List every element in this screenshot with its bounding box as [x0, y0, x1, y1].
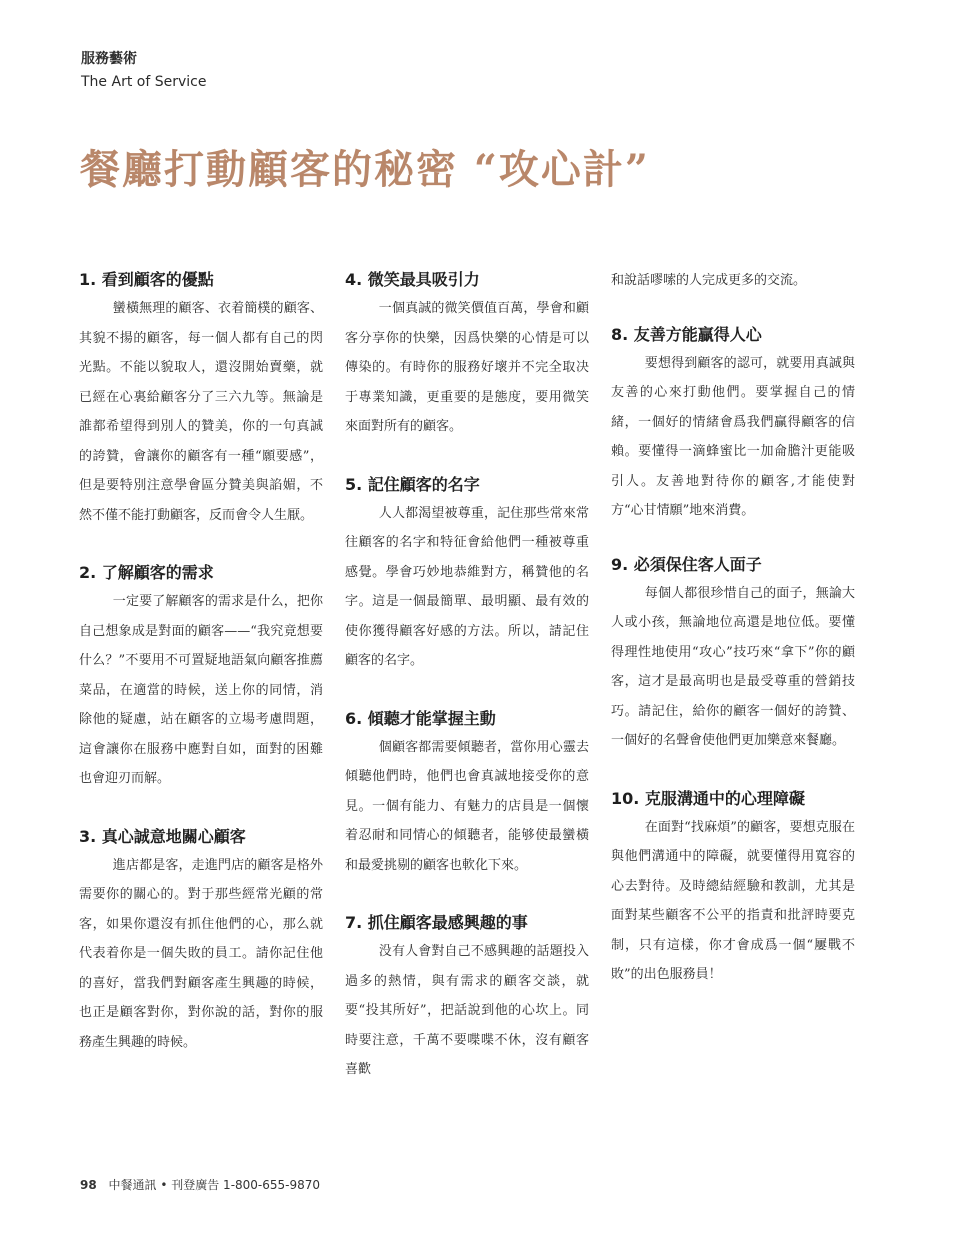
- section-body: 每個人都很珍惜自己的面子，無論大人或小孩，無論地位高還是地位低。要懂得理性地使用“攻心”技巧來“拿下”你的顧客，這才是最高明也是最受尊重的營銷技巧。請記住，給你的顧客一個好的誇贊、一個好的名聲會使他們更加樂意來餐廳。: [611, 585, 855, 748]
- page-footer: [80, 1176, 320, 1193]
- section-name-chinese: 服務藝術: [81, 51, 137, 67]
- section-body: 一個真誠的微笑價值百萬，學會和顧客分享你的快樂，因爲快樂的心情是可以傳染的。有時你的服務好壞并不完全取决于專業知識，更重要的是態度，要用微笑來面對所有的顧客。: [345, 301, 589, 434]
- column-middle: [345, 266, 589, 1085]
- article-title: 餐廳打動顧客的秘密 “攻心計”: [80, 146, 650, 193]
- section-heading: 1. 看到顧客的優點: [79, 270, 214, 289]
- section-heading: 2. 了解顧客的需求: [79, 563, 214, 582]
- section-1: [79, 266, 323, 530]
- section-3: [79, 823, 323, 1058]
- section-body: 人人都渴望被尊重，記住那些常來常往顧客的名字和特征會給他們一種被尊重感覺。學會巧妙地恭維對方，稱贊他的名字。這是一個最簡單、最明顯、最有效的使你獲得顧客好感的方法。所以，請記住顧客的名字。: [345, 505, 589, 668]
- section-7-continued: [611, 266, 855, 296]
- section-body: 蠻橫無理的顧客、衣着簡樸的顧客、其貌不揚的顧客，每一個人都有自己的閃光點。不能以貌取人，還沒開始賣藥，就已經在心裏給顧客分了三六九等。無論是誰都希望得到別人的贊美，你的一句真誠的誇贊，會讓你的顧客有一種“願要感”，但是要特別注意學會區分贊美與諂媚，不然不僅不能打動顧客，反而會令人生厭。: [79, 301, 323, 523]
- section-2: [79, 559, 323, 794]
- section-heading: 7. 抓住顧客最感興趣的事: [345, 913, 528, 932]
- section-heading: 6. 傾聽才能掌握主動: [345, 708, 496, 728]
- section-9: [611, 551, 855, 756]
- section-header: [81, 50, 206, 92]
- footer-text: 中餐通訊 • 刊登廣告 1-800-655-9870: [108, 1178, 321, 1192]
- section-7: [345, 909, 589, 1085]
- section-heading: 3. 真心誠意地關心顧客: [79, 826, 246, 846]
- section-body: 没有人會對自己不感興趣的話題投入過多的熱情，與有需求的顧客交談，就要“投其所好”，把話說到他的心坎上。同時要注意，千萬不要喋喋不休，沒有顧客喜歡: [345, 944, 589, 1077]
- section-heading: 9. 必須保住客人面子: [611, 554, 762, 574]
- section-body: 和說話嘐嗦的人完成更多的交流。: [611, 273, 807, 288]
- column-left: [79, 266, 323, 1057]
- section-heading: 4. 微笑最具吸引力: [345, 270, 480, 289]
- section-heading: 8. 友善方能贏得人心: [611, 324, 762, 344]
- section-heading: 10. 克服溝通中的心理障礙: [611, 788, 805, 808]
- section-5: [345, 471, 589, 676]
- page-number: 98: [80, 1178, 97, 1192]
- section-name-english: The Art of Service: [81, 74, 207, 90]
- section-body: 進店都是客，走進門店的顧客是格外需要你的關心的。對于那些經常光顧的常客，如果你還沒有抓住他們的心，那么就代表着你是一個失敗的員工。請你記住他的喜好，當我們對顧客產生興趣的時候，也正是顧客對你，對你說的話，對你的服務產生興趣的時候。: [79, 857, 323, 1050]
- section-10: [611, 785, 855, 990]
- section-8: [611, 321, 855, 526]
- section-body: 一定要了解顧客的需求是什么，把你自己想象成是對面的顧客——“我究竟想要什么？”不要用不可置疑地語氣向顧客推薦菜品，在適當的時候，送上你的同情，消除他的疑慮，站在顧客的立場考慮問題，這會讓你在服務中應對自如，面對的困難也會迎刃而解。: [79, 594, 323, 786]
- section-body: 在面對“找麻煩”的顧客，要想克服在與他們溝通中的障礙，就要懂得用寬容的心去對待。及時總結經驗和教訓，尤其是面對某些顧客不公平的指責和批評時要克制，只有這樣，你才會成爲一個“屢戰不敗”的出色服務員！: [611, 819, 855, 982]
- section-4: [345, 266, 589, 442]
- column-right: [611, 266, 855, 990]
- section-body: 要想得到顧客的認可，就要用真誠與友善的心來打動他們。要掌握自己的情緒，一個好的情緒會爲我們贏得顧客的信賴。要懂得一滴蜂蜜比一加侖膽汁更能吸引人。友善地對待你的顧客,才能使對方“心甘情願”地來消費。: [611, 355, 855, 518]
- section-6: [345, 705, 589, 881]
- section-body: 個顧客都需要傾聽者，當你用心靈去傾聽他們時，他們也會真誠地接受你的意見。一個有能力、有魅力的店員是一個懷着忍耐和同情心的傾聽者，能够使最蠻橫和最愛挑剔的顧客也軟化下來。: [345, 739, 589, 873]
- section-heading: 5. 記住顧客的名字: [345, 474, 480, 494]
